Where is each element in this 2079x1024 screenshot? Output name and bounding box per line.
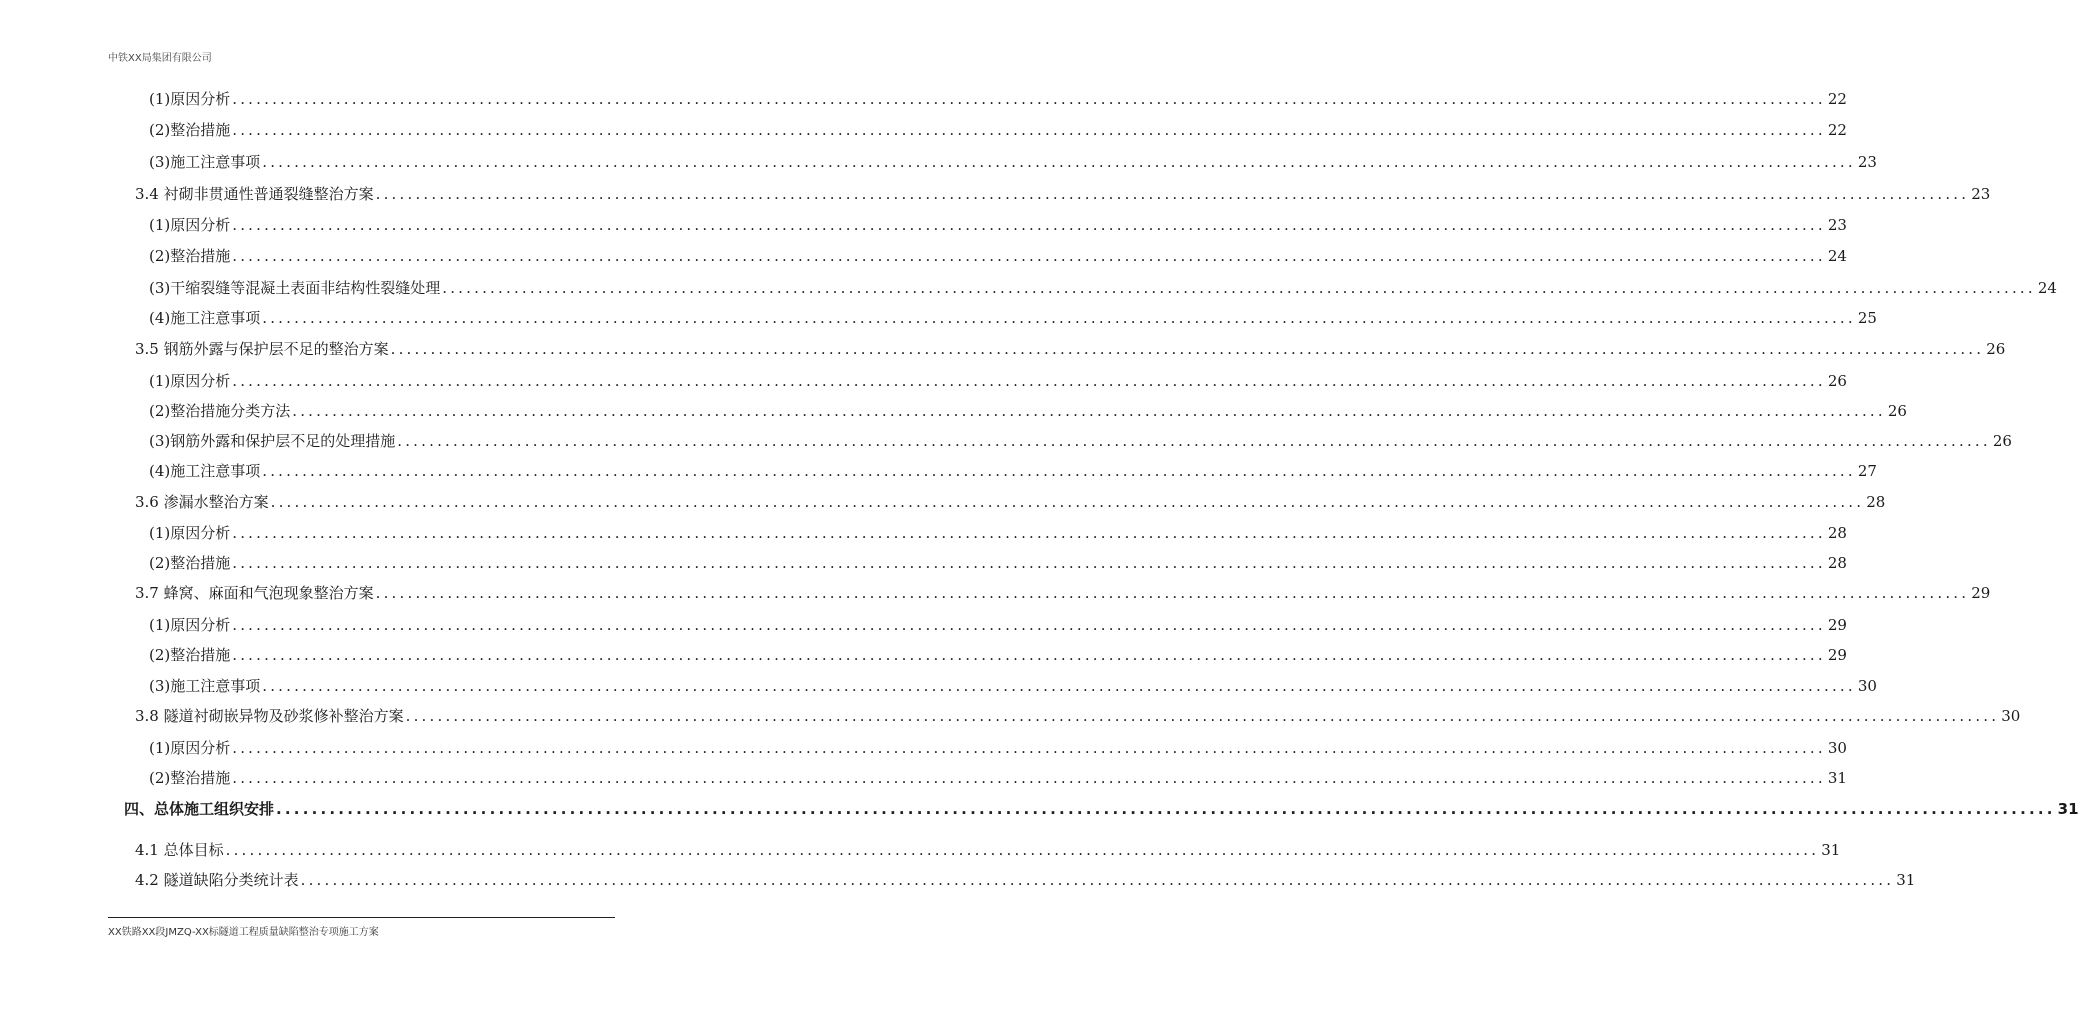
toc-entry-label: 3.5 钢筋外露与保护层不足的整治方案 (135, 340, 389, 358)
toc-subsection[interactable] (149, 245, 1847, 273)
toc-entry-label: 3.4 衬砌非贯通性普通裂缝整治方案 (135, 185, 374, 203)
toc-leader-dots: ........................................................................................................................................................................................................ (276, 800, 2056, 818)
toc-entry-label: (1)原因分析 (149, 372, 231, 390)
toc-entry-label: 3.7 蜂窝、麻面和气泡现象整治方案 (135, 584, 374, 602)
toc-page-number: 29 (1827, 646, 1847, 664)
toc-section[interactable] (135, 582, 1991, 610)
toc-entry-label: (1)原因分析 (149, 739, 231, 757)
toc-page-number: 26 (1986, 340, 2006, 358)
toc-entry-label: (2)整治措施 (149, 554, 231, 572)
toc-subsection[interactable] (149, 400, 1907, 428)
toc-leader-dots: ........................................................................................................................................................................................................ (232, 372, 1826, 390)
toc-leader-dots: ........................................................................................................................................................................................................ (262, 677, 1856, 695)
toc-entry-label: (4)施工注意事项 (149, 309, 261, 327)
toc-leader-dots: ........................................................................................................................................................................................................ (375, 185, 1970, 203)
toc-leader-dots: ........................................................................................................................................................................................................ (232, 646, 1826, 664)
toc-leader-dots: ........................................................................................................................................................................................................ (232, 769, 1826, 787)
toc-subsection[interactable] (149, 214, 1847, 242)
toc-page-number: 22 (1827, 121, 1847, 139)
toc-entry-label: (1)原因分析 (149, 216, 231, 234)
toc-leader-dots: ........................................................................................................................................................................................................ (232, 90, 1826, 108)
toc-page-number: 23 (1857, 153, 1877, 171)
toc-page-number: 30 (2001, 707, 2021, 725)
toc-leader-dots: ........................................................................................................................................................................................................ (270, 493, 1865, 511)
toc-subsection[interactable] (149, 430, 2012, 458)
toc-leader-dots: ........................................................................................................................................................................................................ (232, 739, 1826, 757)
toc-entry-label: (2)整治措施 (149, 121, 231, 139)
toc-entry-label: 3.6 渗漏水整治方案 (135, 493, 269, 511)
toc-entry-label: (4)施工注意事项 (149, 462, 261, 480)
toc-leader-dots: ........................................................................................................................................................................................................ (390, 340, 1985, 358)
toc-leader-dots: ........................................................................................................................................................................................................ (232, 616, 1826, 634)
toc-page-number: 30 (1827, 739, 1847, 757)
toc-page-number: 24 (2037, 279, 2057, 297)
toc-subsection[interactable] (149, 675, 1877, 703)
toc-leader-dots: ........................................................................................................................................................................................................ (405, 707, 2000, 725)
toc-page-number: 25 (1857, 309, 1877, 327)
toc-page-number: 26 (1827, 372, 1847, 390)
toc-entry-label: (1)原因分析 (149, 616, 231, 634)
toc-subsection[interactable] (149, 522, 1847, 550)
toc-page-number: 22 (1827, 90, 1847, 108)
toc-entry-label: 4.1 总体目标 (135, 841, 224, 859)
toc-page-number: 24 (1827, 247, 1847, 265)
page-header: 中铁XX局集团有限公司 (108, 53, 212, 64)
toc-page-number: 23 (1971, 185, 1991, 203)
toc-subsection[interactable] (149, 644, 1847, 672)
toc-page-number: 27 (1857, 462, 1877, 480)
toc-leader-dots: ........................................................................................................................................................................................................ (232, 524, 1826, 542)
toc-section[interactable] (135, 869, 1916, 897)
toc-entry-label: 3.8 隧道衬砌嵌异物及砂浆修补整治方案 (135, 707, 404, 725)
toc-section[interactable] (135, 338, 2006, 366)
toc-entry-label: (3)施工注意事项 (149, 677, 261, 695)
toc-page-number: 28 (1827, 524, 1847, 542)
toc-leader-dots: ........................................................................................................................................................................................................ (225, 841, 1820, 859)
toc-page-number: 29 (1827, 616, 1847, 634)
toc-entry-label: (3)钢筋外露和保护层不足的处理措施 (149, 432, 396, 450)
toc-entry-label: (2)整治措施分类方法 (149, 402, 291, 420)
toc-entry-label: (1)原因分析 (149, 524, 231, 542)
toc-entry-label: (3)施工注意事项 (149, 153, 261, 171)
toc-page-number: 26 (1887, 402, 1907, 420)
toc-leader-dots: ........................................................................................................................................................................................................ (232, 121, 1826, 139)
toc-chapter[interactable] (124, 798, 2079, 826)
toc-entry-label: (2)整治措施 (149, 769, 231, 787)
toc-page-number: 31 (2057, 800, 2079, 818)
toc-leader-dots: ........................................................................................................................................................................................................ (300, 871, 1895, 889)
page-footer: XX铁路XX段JMZQ-XX标隧道工程质量缺陷整治专项施工方案 (108, 927, 379, 938)
toc-leader-dots: ........................................................................................................................................................................................................ (262, 309, 1856, 327)
toc-entry-label: 四、总体施工组织安排 (124, 800, 275, 818)
toc-subsection[interactable] (149, 119, 1847, 147)
toc-leader-dots: ........................................................................................................................................................................................................ (442, 279, 2036, 297)
toc-section[interactable] (135, 705, 2021, 733)
footer-divider (108, 917, 615, 918)
toc-leader-dots: ........................................................................................................................................................................................................ (232, 554, 1826, 572)
toc-subsection[interactable] (149, 307, 1877, 335)
toc-leader-dots: ........................................................................................................................................................................................................ (232, 247, 1826, 265)
toc-page-number: 28 (1827, 554, 1847, 572)
toc-leader-dots: ........................................................................................................................................................................................................ (375, 584, 1970, 602)
toc-entry-label: (1)原因分析 (149, 90, 231, 108)
toc-leader-dots: ........................................................................................................................................................................................................ (262, 462, 1856, 480)
toc-subsection[interactable] (149, 767, 1847, 795)
toc-subsection[interactable] (149, 460, 1877, 488)
toc-page-number: 31 (1827, 769, 1847, 787)
toc-entry-label: (2)整治措施 (149, 646, 231, 664)
toc-page-number: 29 (1971, 584, 1991, 602)
toc-subsection[interactable] (149, 552, 1847, 580)
toc-subsection[interactable] (149, 88, 1847, 116)
toc-subsection[interactable] (149, 277, 2057, 305)
toc-page-number: 23 (1827, 216, 1847, 234)
toc-entry-label: (2)整治措施 (149, 247, 231, 265)
toc-page-number: 31 (1821, 841, 1841, 859)
toc-section[interactable] (135, 183, 1991, 211)
toc-leader-dots: ........................................................................................................................................................................................................ (397, 432, 1991, 450)
toc-subsection[interactable] (149, 737, 1847, 765)
toc-page-number: 31 (1896, 871, 1916, 889)
toc-page-number: 26 (1992, 432, 2012, 450)
toc-page-number: 28 (1866, 493, 1886, 511)
toc-leader-dots: ........................................................................................................................................................................................................ (292, 402, 1886, 420)
toc-page-number: 30 (1857, 677, 1877, 695)
toc-entry-label: 4.2 隧道缺陷分类统计表 (135, 871, 299, 889)
toc-section[interactable] (135, 839, 1841, 867)
toc-leader-dots: ........................................................................................................................................................................................................ (232, 216, 1826, 234)
toc-subsection[interactable] (149, 614, 1847, 642)
toc-subsection[interactable] (149, 151, 1877, 179)
toc-entry-label: (3)干缩裂缝等混凝土表面非结构性裂缝处理 (149, 279, 441, 297)
toc-section[interactable] (135, 491, 1886, 519)
toc-leader-dots: ........................................................................................................................................................................................................ (262, 153, 1856, 171)
toc-subsection[interactable] (149, 370, 1847, 398)
